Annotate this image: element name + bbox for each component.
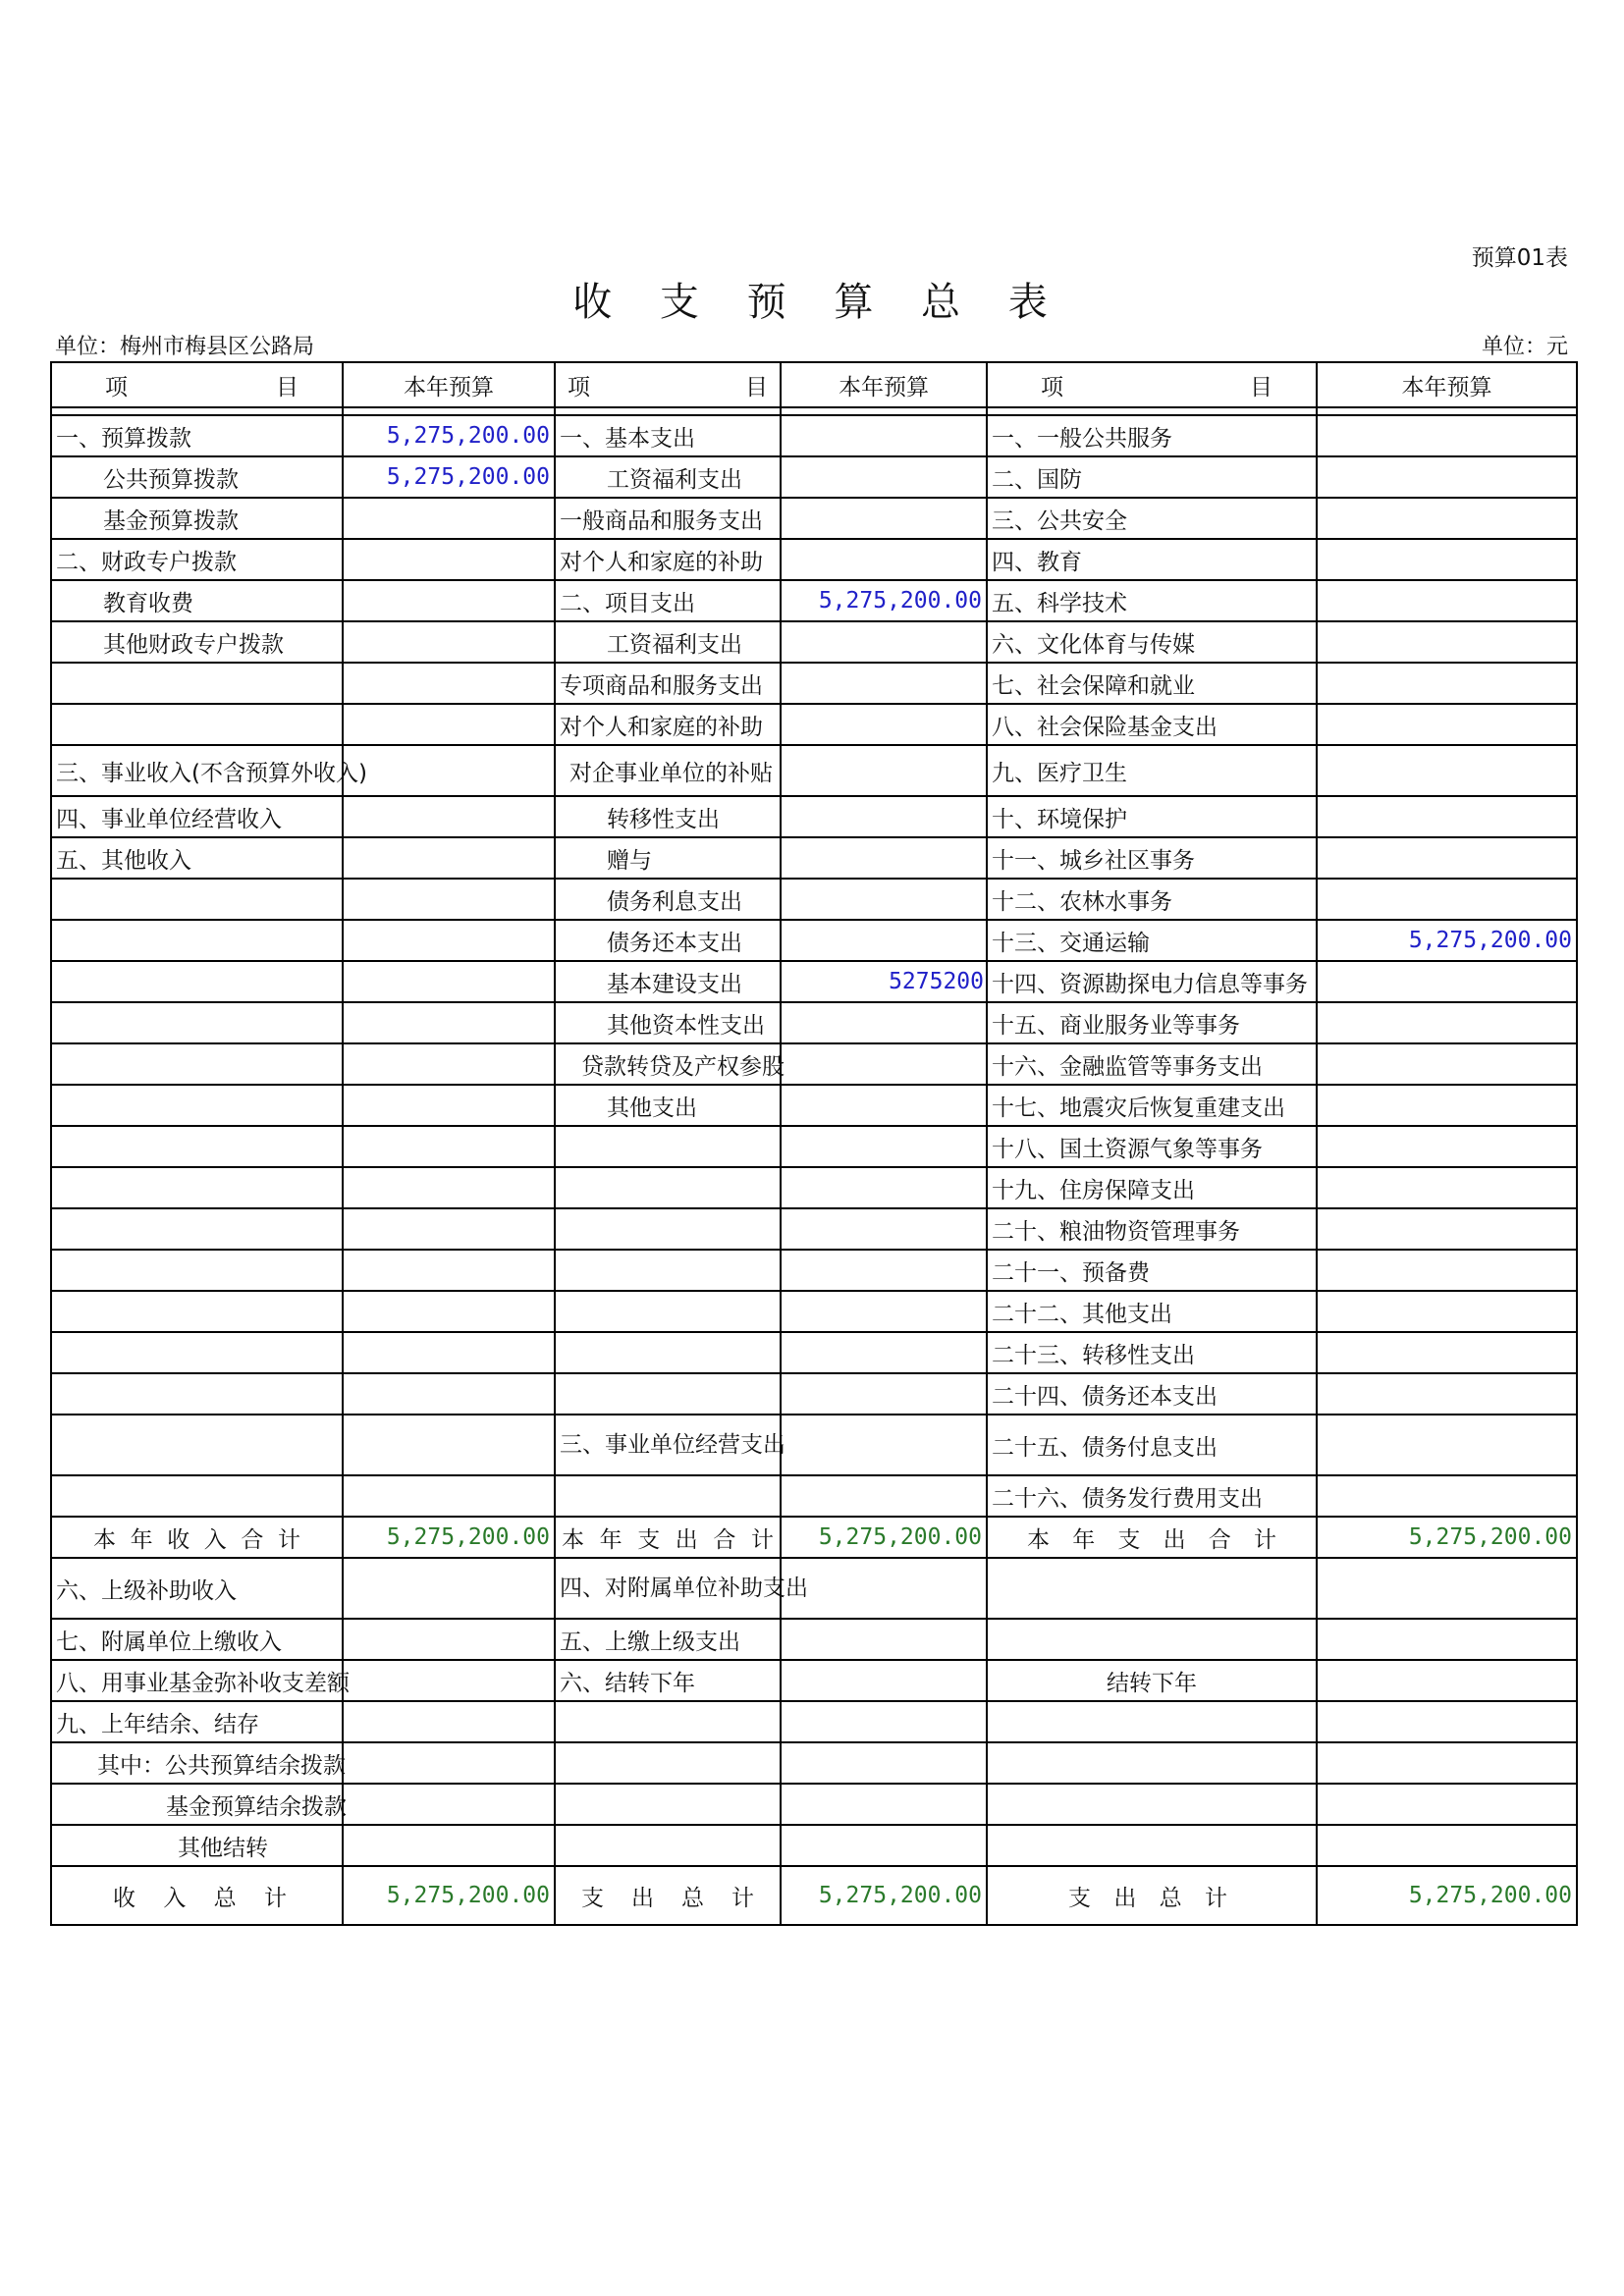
table-row: 其他财政专户拨款 工资福利支出 六、文化体育与传媒 [51, 621, 1577, 663]
budget-summary-table [50, 361, 1578, 1926]
table-row: 教育收费 二、项目支出 5,275,200.00 五、科学技术 [51, 580, 1577, 621]
table-row: 基本建设支出 5275200 十四、资源勘探电力信息等事务 [51, 961, 1577, 1002]
table-row: 四、事业单位经营收入 转移性支出 十、环境保护 [51, 796, 1577, 837]
table-row: 基金预算拨款 一般商品和服务支出 三、公共安全 [51, 498, 1577, 539]
table-row: 九、上年结余、结存 [51, 1701, 1577, 1742]
table-row: 债务利息支出 十二、农林水事务 [51, 879, 1577, 920]
header-budget-expense: 本年预算 [781, 362, 987, 407]
table-row: 三、事业收入(不含预算外收入) 对企事业单位的补贴 九、医疗卫生 [51, 745, 1577, 796]
table-row: 六、上级补助收入 四、对附属单位补助支出 [51, 1558, 1577, 1619]
year-total-row: 本年收入合计 5,275,200.00 本年支出合计 5,275,200.00 本年支出合计 5,275,200.00 [51, 1517, 1577, 1558]
table-row: 二十三、转移性支出 [51, 1332, 1577, 1373]
header-item-function: 项 目 [987, 362, 1317, 407]
table-row: 二十六、债务发行费用支出 [51, 1475, 1577, 1517]
table-row: 其他结转 [51, 1825, 1577, 1866]
table-row: 二十四、债务还本支出 [51, 1373, 1577, 1415]
table-row: 二十二、其他支出 [51, 1291, 1577, 1332]
table-row: 基金预算结余拨款 [51, 1784, 1577, 1825]
table-row: 对个人和家庭的补助 八、社会保险基金支出 [51, 704, 1577, 745]
table-row: 八、用事业基金弥补收支差额 六、结转下年 结转下年 [51, 1660, 1577, 1701]
table-row: 其他资本性支出 十五、商业服务业等事务 [51, 1002, 1577, 1043]
table-row: 十九、住房保障支出 [51, 1167, 1577, 1208]
unit-organization: 单位：梅州市梅县区公路局 [55, 335, 315, 359]
table-row: 二十、粮油物资管理事务 [51, 1208, 1577, 1250]
form-code: 预算01表 [1471, 245, 1568, 271]
header-budget-function: 本年预算 [1317, 362, 1577, 407]
unit-currency: 单位：元 [1481, 335, 1568, 359]
table-row: 其他支出 十七、地震灾后恢复重建支出 [51, 1085, 1577, 1126]
header-item-income: 项 目 [51, 362, 343, 407]
header-item-expense: 项 目 [555, 362, 781, 407]
table-row: 公共预算拨款 5,275,200.00 工资福利支出 二、国防 [51, 456, 1577, 498]
table-row: 二、财政专户拨款 对个人和家庭的补助 四、教育 [51, 539, 1577, 580]
table-row: 三、事业单位经营支出 二十五、债务付息支出 [51, 1415, 1577, 1475]
table-row: 二十一、预备费 [51, 1250, 1577, 1291]
table-row: 其中：公共预算结余拨款 [51, 1742, 1577, 1784]
table-row: 十八、国土资源气象等事务 [51, 1126, 1577, 1167]
table-row: 七、附属单位上缴收入 五、上缴上级支出 [51, 1619, 1577, 1660]
page-title: 收 支 预 算 总 表 [572, 280, 1052, 325]
table-row: 贷款转贷及产权参股 十六、金融监管等事务支出 [51, 1043, 1577, 1085]
header-budget-income: 本年预算 [343, 362, 555, 407]
table-row: 专项商品和服务支出 七、社会保障和就业 [51, 663, 1577, 704]
table-row: 一、预算拨款 5,275,200.00 一、基本支出 一、一般公共服务 [51, 415, 1577, 456]
table-row: 五、其他收入 赠与 十一、城乡社区事务 [51, 837, 1577, 879]
grand-total-row: 收入总计 5,275,200.00 支出总计 5,275,200.00 支出总计 5,275,200.00 [51, 1866, 1577, 1925]
table-header-row [51, 362, 1577, 407]
table-row: 债务还本支出 十三、交通运输 5,275,200.00 [51, 920, 1577, 961]
